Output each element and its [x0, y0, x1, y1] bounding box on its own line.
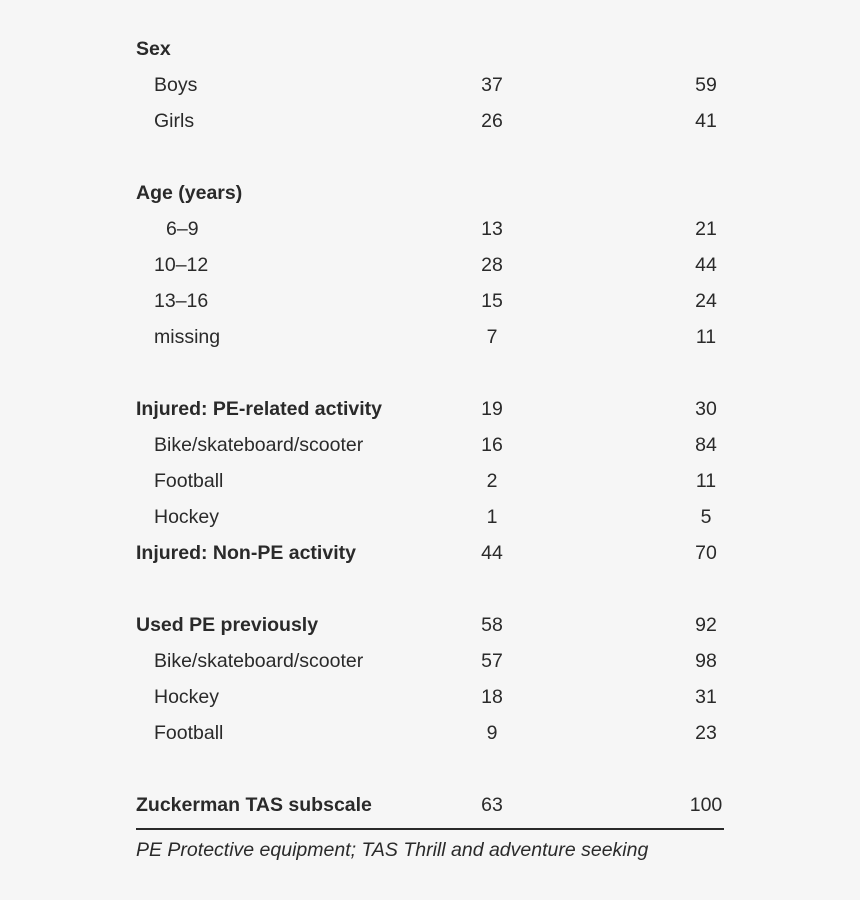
row-label: Injured: Non-PE activity: [136, 542, 356, 564]
table-row: [136, 715, 724, 751]
table-row: [136, 643, 724, 679]
table-footnote: PE Protective equipment; TAS Thrill and adventure seeking: [136, 839, 649, 860]
row-label: 6–9: [166, 218, 199, 240]
value-n: 1: [486, 506, 498, 528]
value-percent: 5: [700, 506, 712, 528]
row-label: 13–16: [154, 290, 209, 312]
row-label: Zuckerman TAS subscale: [136, 794, 372, 816]
row-label: Used PE previously: [136, 614, 319, 636]
row-label: 10–12: [154, 254, 209, 276]
value-n: 37: [481, 74, 503, 96]
table-row: [136, 67, 724, 103]
row-spacer: [136, 571, 724, 607]
table-bottom-rule: [136, 828, 724, 830]
row-label: Football: [154, 722, 224, 744]
row-label: Age (years): [136, 182, 243, 204]
row-label: Bike/skateboard/scooter: [154, 434, 364, 456]
row-spacer: [136, 139, 724, 175]
value-n: 9: [486, 722, 498, 744]
value-percent: 84: [695, 434, 717, 456]
value-percent: 31: [695, 686, 717, 708]
value-percent: 21: [695, 218, 717, 240]
value-n: 18: [481, 686, 503, 708]
value-percent: 23: [695, 722, 717, 744]
table-row: [136, 103, 724, 139]
value-percent: 100: [689, 794, 723, 816]
value-percent: 59: [695, 74, 717, 96]
row-spacer: [136, 355, 724, 391]
row-label: Sex: [136, 38, 171, 60]
value-n: 13: [481, 218, 503, 240]
value-n: 2: [486, 470, 498, 492]
value-n: 44: [481, 542, 503, 564]
table-row: [136, 499, 724, 535]
value-n: 28: [481, 254, 503, 276]
table-section-row: [136, 175, 724, 211]
table-row: [136, 463, 724, 499]
value-n: 58: [481, 614, 503, 636]
table-row: [136, 427, 724, 463]
table-section-row: [136, 787, 724, 823]
table-section-row: [136, 607, 724, 643]
table-section-row: [136, 535, 724, 571]
table-row: [136, 319, 724, 355]
table-row: [136, 211, 724, 247]
value-n: 19: [481, 398, 503, 420]
value-percent: 92: [695, 614, 717, 636]
row-label: Girls: [154, 110, 195, 132]
data-table: [136, 31, 724, 823]
value-n: 16: [481, 434, 503, 456]
table-row: [136, 283, 724, 319]
row-label: Boys: [154, 74, 198, 96]
value-percent: 11: [695, 326, 717, 348]
value-percent: 11: [695, 470, 717, 492]
row-spacer: [136, 751, 724, 787]
row-label: Hockey: [154, 506, 220, 528]
value-n: 26: [481, 110, 503, 132]
row-label: Injured: PE-related activity: [136, 398, 382, 420]
table-section-row: [136, 31, 724, 67]
row-label: Football: [154, 470, 224, 492]
table-row: [136, 679, 724, 715]
table-row: [136, 247, 724, 283]
value-n: 7: [486, 326, 498, 348]
value-percent: 30: [695, 398, 717, 420]
value-percent: 98: [695, 650, 717, 672]
value-percent: 44: [695, 254, 717, 276]
row-label: Bike/skateboard/scooter: [154, 650, 364, 672]
value-percent: 24: [695, 290, 717, 312]
value-n: 57: [481, 650, 503, 672]
table-section-row: [136, 391, 724, 427]
value-percent: 70: [695, 542, 717, 564]
row-label: Hockey: [154, 686, 220, 708]
value-n: 15: [481, 290, 503, 312]
row-label: missing: [154, 326, 221, 348]
value-percent: 41: [695, 110, 717, 132]
value-n: 63: [481, 794, 503, 816]
